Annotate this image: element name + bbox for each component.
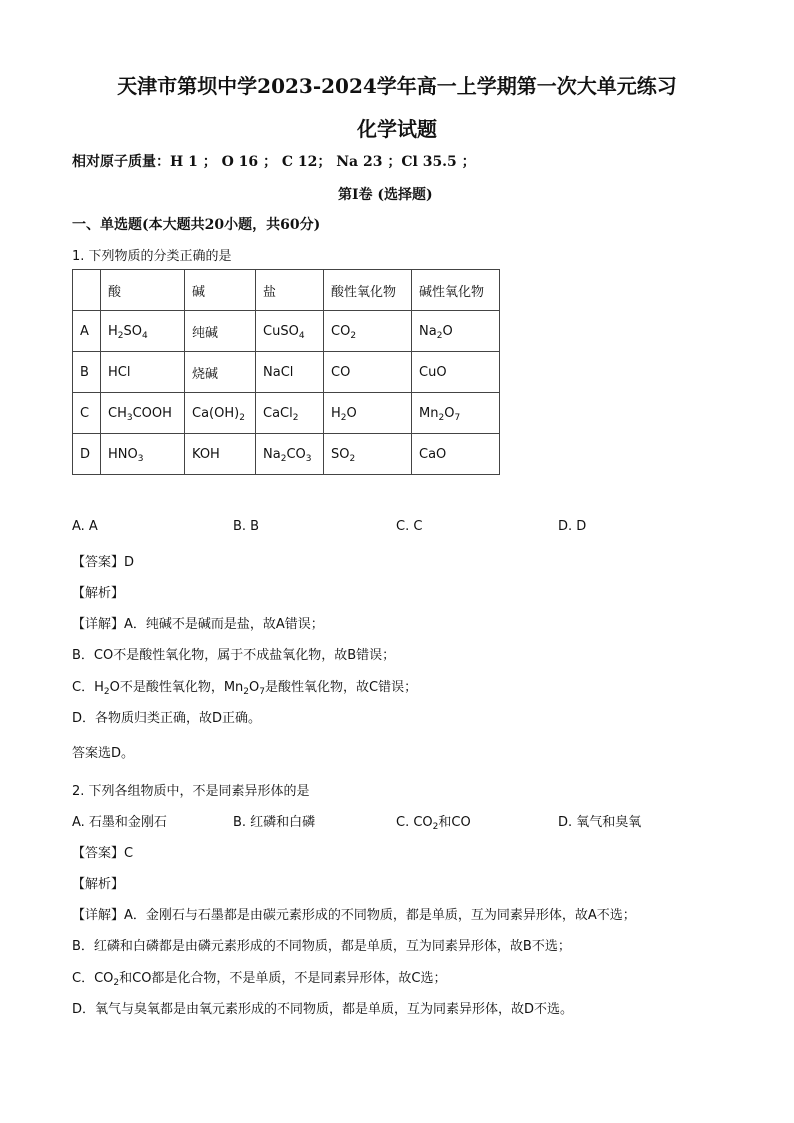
table-header-cell	[73, 270, 101, 311]
table-cell: CO	[324, 352, 412, 393]
table-row	[73, 393, 500, 434]
table-cell: KOH	[185, 434, 256, 475]
table-cell: HCl	[101, 352, 185, 393]
table-cell: 烧碱	[185, 352, 256, 393]
q1-option-d: D. D	[558, 519, 587, 534]
table-cell: $Na_2O$	[412, 311, 500, 352]
table-row	[73, 352, 500, 393]
table-cell: $SO_2$	[324, 434, 412, 475]
table-cell: $Na_2CO_3$	[256, 434, 324, 475]
q2-option-c: C. $CO_2$和CO	[396, 815, 471, 832]
table-cell: NaCl	[256, 352, 324, 393]
q1-detail-d: D．各物质归类正确，故D正确。	[72, 711, 262, 726]
table-header-row	[73, 270, 500, 311]
table-cell: $H_2O$	[324, 393, 412, 434]
q2-option-b: B. 红磷和白磷	[233, 815, 316, 830]
question-1-stem: 1. 下列物质的分类正确的是	[72, 249, 232, 264]
table-cell: $HNO_3$	[101, 434, 185, 475]
q2-answer: 【答案】C	[72, 846, 134, 861]
table-cell: $H_2SO_4$	[101, 311, 185, 352]
q1-option-b: B. B	[233, 519, 260, 534]
table-cell: CaCl$_2$	[256, 393, 324, 434]
table-cell: C	[73, 393, 101, 434]
table-cell: B	[73, 352, 101, 393]
table-cell: $CO_2$	[324, 311, 412, 352]
table-header-cell: 盐	[256, 270, 324, 311]
table-cell: $CH_3COOH$	[101, 393, 185, 434]
table-cell: CuSO$_4$	[256, 311, 324, 352]
q2-detail-c: C．$CO_2$和CO都是化合物，不是单质，不是同素异形体，故C选；	[72, 971, 447, 988]
section-title: 一、单选题(本大题共20小题，共60分)	[72, 217, 321, 233]
table-row	[73, 434, 500, 475]
table-cell: $Ca(OH)_2$	[185, 393, 256, 434]
document-title: 天津市第坝中学2023-2024学年高一上学期第一次大单元练习	[117, 74, 677, 98]
table-cell: D	[73, 434, 101, 475]
q1-analysis-label: 【解析】	[72, 586, 125, 601]
table-row	[73, 311, 500, 352]
q2-detail-a: 【详解】A．金刚石与石墨都是由碳元素形成的不同物质，都是单质，互为同素异形体，故A不选；	[72, 908, 636, 923]
table-cell: CaO	[412, 434, 500, 475]
atomic-masses: 相对原子质量：H 1 ； O 16 ； C 12； Na 23 ；Cl 35.5 ；	[72, 154, 476, 170]
table-header-cell: 碱性氧化物	[412, 270, 500, 311]
table-cell: CuO	[412, 352, 500, 393]
q1-detail-b: B．CO不是酸性氧化物，属于不成盐氧化物，故B错误；	[72, 648, 396, 663]
volume-title: 第Ⅰ卷 (选择题)	[338, 187, 433, 203]
q1-conclusion: 答案选D。	[72, 746, 135, 761]
q2-analysis-label: 【解析】	[72, 877, 125, 892]
table-header-cell: 酸性氧化物	[324, 270, 412, 311]
q1-answer: 【答案】D	[72, 555, 135, 570]
table-cell: $Mn_2O_7$	[412, 393, 500, 434]
q1-detail-a: 【详解】A．纯碱不是碱而是盐，故A错误；	[72, 617, 324, 632]
question-2-stem: 2. 下列各组物质中，不是同素异形体的是	[72, 784, 310, 799]
q2-detail-d: D．氧气与臭氧都是由氧元素形成的不同物质，都是单质，互为同素异形体，故D不选。	[72, 1002, 574, 1017]
q2-option-d: D. 氧气和臭氧	[558, 815, 642, 830]
q2-option-a: A. 石墨和金刚石	[72, 815, 167, 830]
table-header-cell: 酸	[101, 270, 185, 311]
classification-table	[72, 269, 500, 475]
q1-detail-c: C．$H_2O$不是酸性氧化物，$Mn_2O_7$是酸性氧化物，故C错误；	[72, 680, 418, 697]
q2-detail-b: B．红磷和白磷都是由磷元素形成的不同物质，都是单质，互为同素异形体，故B不选；	[72, 939, 571, 954]
table-cell: A	[73, 311, 101, 352]
table-header-cell: 碱	[185, 270, 256, 311]
q1-option-a: A. A	[72, 519, 98, 534]
q1-option-c: C. C	[396, 519, 423, 534]
table-cell: 纯碱	[185, 311, 256, 352]
document-subtitle: 化学试题	[357, 117, 437, 141]
